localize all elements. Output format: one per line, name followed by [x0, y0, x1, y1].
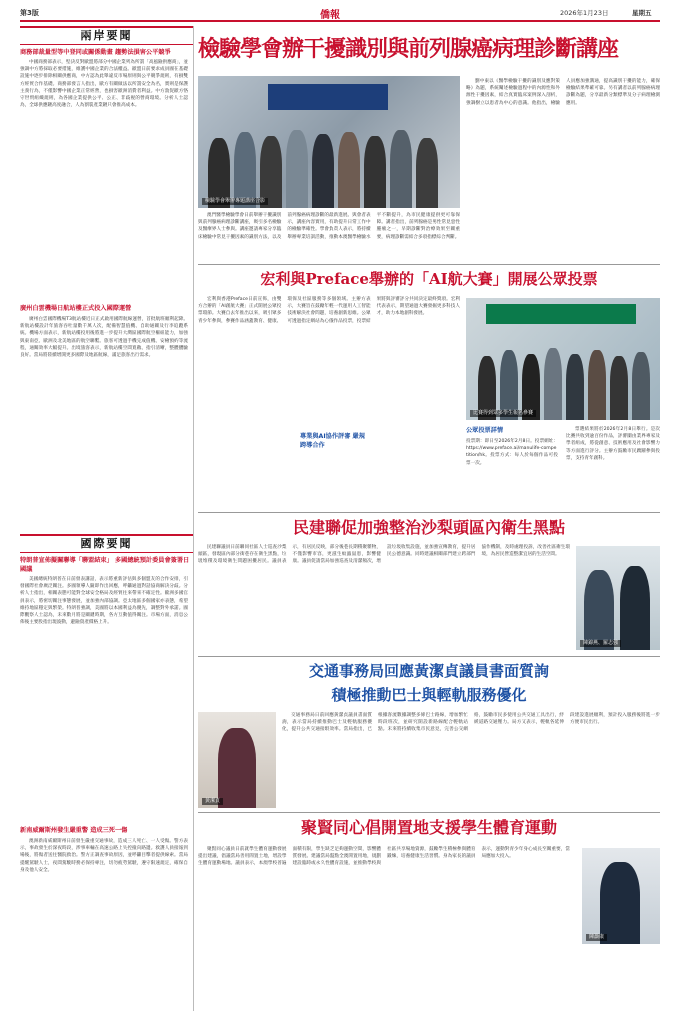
sports-body: 聚賢同心議員日前就學生體育運動發展提出建議，倡議當局善用閒置土地，增設學生體育運動場地。議員表示，本澳學校普遍面積有限，學生缺乏足夠運動空間，影響體質發展。建議當局盤點全澳閒置用地，規劃建設臨時或永久性體育設施，並推動學校與社區共享場地資源，鼓勵學生積極參與體育鍛煉，培養健康生活習慣。身為家長的議員表示，運動對青少年身心成長至關重要，當局應加大投入。	[198, 847, 570, 867]
story-sports-headline: 聚賢同心倡開置地支援學生體育運動	[300, 818, 557, 837]
transport-legislator-photo	[198, 712, 276, 808]
manulife-side-body: 票選結果將於2026年2月8日舉行。是次比賽共收到逾百份作品，評審團由業界專家及學者組成，將從創意、技術應用及社會影響力等方面進行評分。主辦方鼓勵市民踴躍參與投票，支持青年創科。	[566, 427, 660, 461]
story1-headline: 商務部裁量型等中登同或關係動畫 趨勢法損害公平競爭	[20, 49, 171, 56]
sports-legislator-photo	[582, 848, 660, 944]
issue-date: 2026年1月23日	[560, 9, 609, 17]
story-inspection-headline: 檢驗學會辦干擾識別與前列腺癌病理診斷講座	[198, 36, 619, 62]
story-manulife-headline: 宏利與Preface舉辦的「AI航大賽」開展公眾投票	[260, 270, 598, 288]
inspection-side-body: 劉中東以《醫學檢驗干擾的識別及應對策略》為題，系統闡述檢驗過程中的內源性和外源性干擾因素，結合真實臨床案例深入剖析，強調樹立以患者為中心的意識。他指出，檢驗人員應加強溝通，提高識別干擾的能力，確保檢驗結果準確可靠。另有講者以前列腺癌病理診斷為題，分享最新分類標準及分子病理檢測應用。	[466, 79, 660, 106]
page-header	[20, 6, 660, 22]
dab-photo-caption: 陳錦燕、羅志強	[580, 640, 621, 647]
dab-body: 民建聯議員日前聯同社區人士巡查沙梨頭區，發現區內部分街巷存在衛生黑點，垃圾堆積及環境衛生問題困擾居民。議員表示，有居民反映，部分後巷長期積聚雜物，不僅影響市容，更滋生蚊蟲鼠患，影響健康。議員促請當局加強巡查及清潔頻次，增設垃圾收集設施，並加強宣傳教育，提升居民公德意識。同時建議相關部門建立跨部門協作機制，及時處理投訴，改善社區衛生環境，為居民營造整潔宜居的生活空間。	[198, 545, 570, 565]
inspection-group-photo	[198, 76, 460, 208]
story3-body: 美國總統特朗普在日前發表講話，表示將重新評估與多個盟友的合作安排，引發國際社會廣泛關注。多國領導人隨即作出回應，呼籲通過對話協商解決分歧。分析人士指出，相關表態可能對全球安全格局及經貿往來帶來不確定性。歐洲多國官員表示，將密切關注事態發展，並加強內部協調。亞太地區多個國家亦表態，希望維持地區穩定與繁榮。特朗普強調，美國將以本國利益為優先，調整對外承諾。國際觀察人士認為，未來數月將是關鍵時期，各方互動值得關注。市場方面，消息公佈後主要股指出現波動，避險資產價格上升。	[20, 577, 188, 626]
story4-body: 澳洲新南威爾斯州日前發生嚴重交通事故，造成三人死亡、一人受傷。警方表示，事故發生於深夜時段，涉事車輛在高速公路上失控撞向路邊。救護人員接報到場後，將傷者送往醫院救治。警方正調查事故原因，並呼籲目擊者提供線索。當局提醒駕駛人士，夜間駕駛時務必保持專注，切勿疲勞駕駛，遵守限速規定，確保自身及他人安全。	[20, 839, 188, 873]
inspection-photo-caption: 檢驗學會舉辦專題講座合影	[202, 198, 268, 205]
transport-body: 交通事務局日前回應黃潔貞議員書面質詢，表示當局持續推動巴士及輕軌服務優化，提升公共交通接駁效率。當局指出，已根據客流數據調整多條巴士路線，增加繁忙時段班次，並研究開設新路線配合輕軌站點。未來將持續收集市民意見，完善公交網絡，鼓勵市民多使用公共交通工具出行，紓緩道路交通壓力。局方又表示，輕軌各延伸段建設進展順利，預計投入服務後將進一步方便市民出行。	[282, 713, 660, 733]
issue-weekday: 星期五	[632, 9, 652, 17]
newspaper-logo: 僑報	[320, 10, 340, 21]
manulife-body: 宏利與香港Preface日前宣佈，由雙方合辦的「AI創航大賽」正式開展公眾投票環節。大賽自去年推出以來，吸引眾多青少年參與，參賽作品涵蓋教育、健康、環保及社區服務等多個領域。主辦方表示，大賽旨在鼓勵年輕一代運用人工智能技術解決社會問題，培養創新思維。公眾可透過指定網站為心儀作品投票，投票結果將與評審評分共同決定最終獎項。宏利代表表示，期望通過大賽發掘更多科技人才，助力本地創科發展。	[198, 297, 460, 324]
story-transport-headline: 交通事務局回應黃潔貞議員書面質詢	[308, 662, 549, 680]
inspection-body: 澳門醫學檢驗學會日前舉辦干擾識別與前列腺癌病理診斷講座，吸引多名檢驗及醫療界人士參與。講座邀請專家分享臨床檢驗中常見干擾因素的識別方法，以及前列腺癌病理診斷的最新進展。與會者表示，講座內容實用，有助提升日常工作中的檢驗準確性。學會負責人表示，將持續舉辦專業培訓活動，推動本澳醫學檢驗水平不斷提升，為市民健康提供更可靠保障。講者指出，前列腺癌是男性常見惡性腫瘤之一，早期診斷對治療效果至關重要，病理診斷需結合多項指標綜合判斷。	[198, 213, 460, 240]
event-banner	[268, 84, 388, 110]
section-title-cross-strait: 兩岸要聞	[20, 26, 193, 45]
page-label: 第3版	[20, 9, 39, 17]
vote-details-title: 公眾投票詳情	[466, 427, 504, 434]
vote-details-body: 投票期：即日至2026年2月8日。投票網址：https://www.preface.ai/manulife-competition/hk。投票方式：每人於每個作品可投票一次。	[466, 439, 558, 466]
story-dab-headline: 民建聯促加強整治沙梨頭區內衛生黑點	[292, 518, 565, 537]
manulife-photo-caption: 比賽得到眾多學生報名參賽	[470, 410, 536, 417]
left-column	[20, 26, 194, 1011]
story-transport-subheadline: 積極推動巴士與輕軌服務優化	[331, 686, 527, 704]
story1-body: 中國商務部表示，堅決反對歐盟將部分中國企業列為所謂「高風險供應商」，並強調中方將採取必要措施，維護中國企業的合法權益。歐盟日前要求成員國在基礎設施中逐步排除相關供應商，中方認為此舉違反市場原則與公平競爭規則，有損雙方經貿合作基礎。商務部發言人指出，歐方有關做法以所謂安全為名，實則是保護主義行為，不僅影響中國企業正常經營，也損害歐洲消費者利益。中方敦促歐方恪守世貿組織規則，為各國企業提供公平、公正、非歧視的營商環境。分析人士認為，全球供應鏈高度融合，人為割裂產業鏈只會推高成本。	[20, 60, 188, 109]
story4-headline: 新南威爾斯州發生嚴重警 造成三死一傷	[20, 827, 128, 834]
manulife-subhead: 專業與AI協作評審 嚴規跨導合作	[300, 430, 370, 452]
transport-photo-caption: 黃潔貞	[202, 798, 223, 805]
sports-photo-caption: 陳灝康	[586, 934, 607, 941]
manulife-students-photo	[466, 298, 660, 420]
story3-headline: 特朗普宣佈擬關聯導「聯盟結束」 多國總統預計委員會簽署日國議	[20, 557, 190, 573]
section-title-international: 國際要聞	[20, 534, 193, 553]
story2-headline: 廣州白雲機場日航站樓正式投入國際運營	[20, 305, 132, 312]
story2-body: 廣州白雲國際機場T3航站樓近日正式啟用國際航線運營，首批航班順利起降。新航站樓設計年旅客吞吐量數千萬人次，配備智慧值機、自助通關及行李追蹤系統。機場方面表示，新航站樓投用後將進一步提升大灣區國際航空樞紐能力，加強與東南亞、歐洲及北美地區的航空聯繫。旅客可透過手機完成值機、安檢預約等流程，通關效率大幅提升。出境旅客表示，新航站樓空間寬敞、指引清晰，整體體驗良好。當局將陸續增開更多國際及地區航線，滿足旅客出行需求。	[20, 317, 188, 359]
dab-legislators-photo	[576, 546, 660, 650]
competition-banner	[486, 304, 636, 324]
